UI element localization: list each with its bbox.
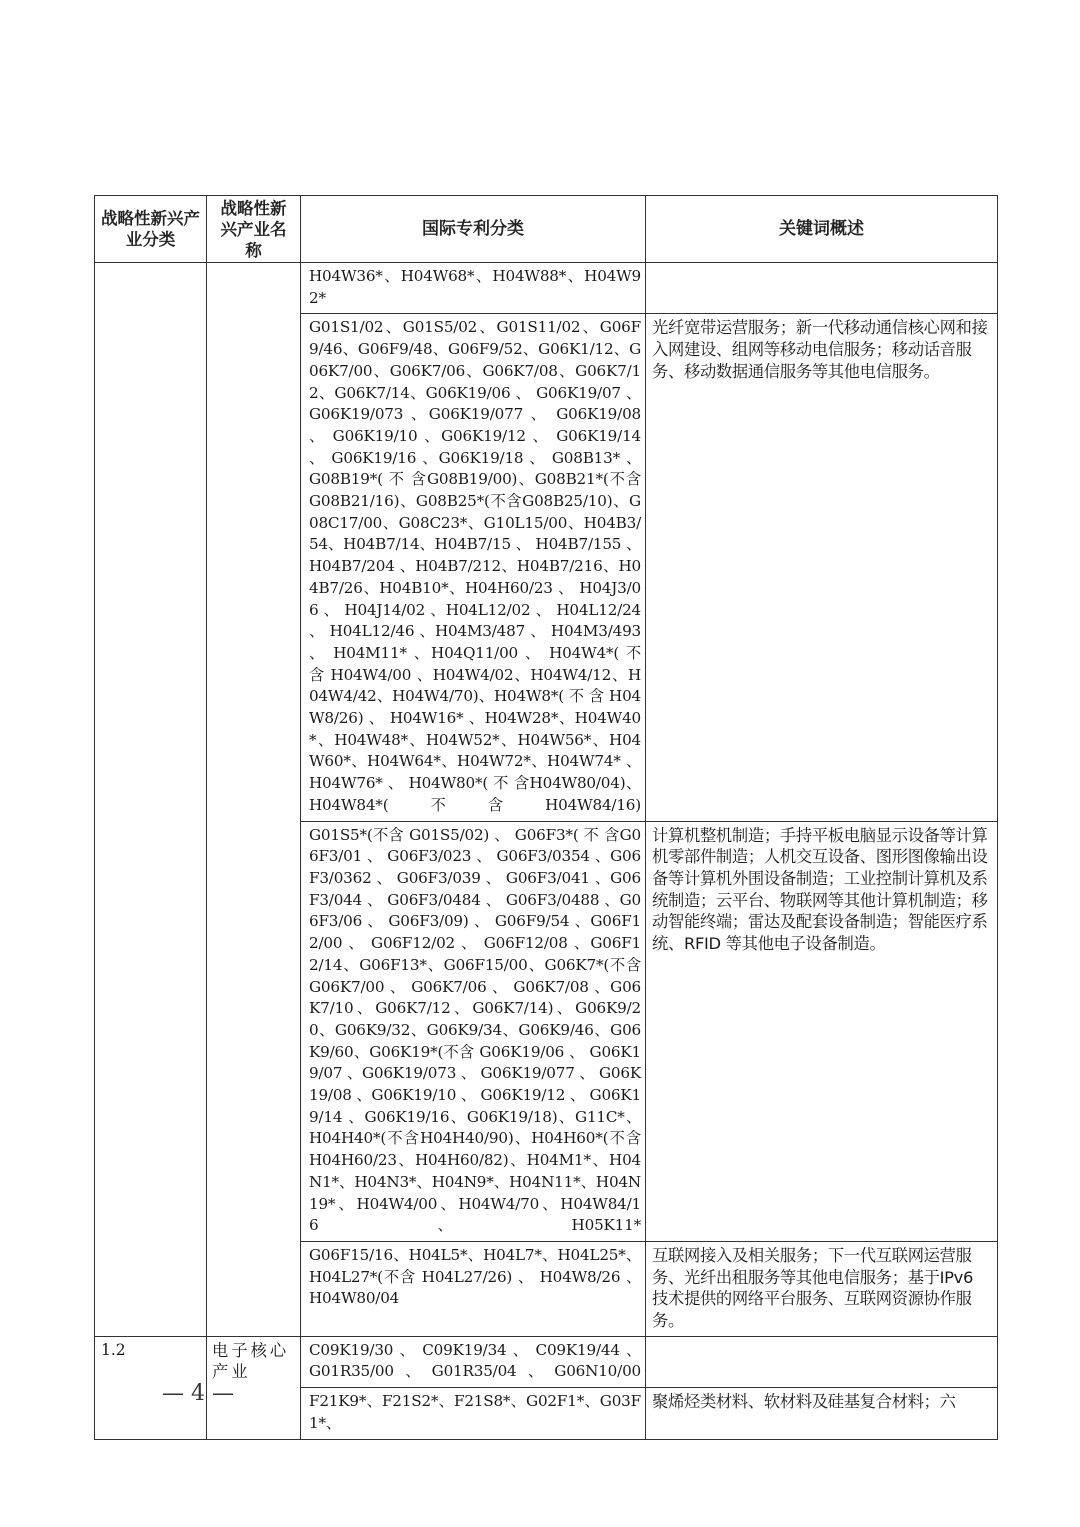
ipc-cell: H04W36*、H04W68*、H04W88*、H04W92* — [301, 263, 646, 314]
table-row — [95, 263, 998, 314]
ipc-cell: G01S1/02、G01S5/02、G01S11/02、G06F9/46、G06F9/48、G06F9/52、G06K1/12、G06K7/00、G06K7/06、G06K7/08、G06K7/12、G06K7/14、G06K19/06 、 G06K19/07 、 G06K19/073 、G06K19/077 、 G06K19/08 、 G06K19/10 、G06K19/12 、 G06K19/14 、 G06K19/16 、G06K19/18 、 G08B13* 、 G08B19*( 不 含G08B19/00)、G08B21*(不含G08B21/16)、G08B25*(不含G08B25/10)、G08C17/00、G08C23*、G10L15/00、H04B3/54、H04B7/14、H04B7/15 、 H04B7/155 、 H04B7/204 、H04B7/212、H04B7/216、H04B7/26、H04B10*、H04H60/23 、 H04J3/06 、 H04J14/02 、H04L12/02 、 H04L12/24 、 H04L12/46 、H04M3/487 、 H04M3/493 、 H04M11* 、H04Q11/00 、 H04W4*( 不 含 H04W4/00 、H04W4/02、H04W4/12、H04W4/42、H04W4/70)、H04W8*( 不 含 H04W8/26) 、 H04W16* 、H04W28*、H04W40*、H04W48*、H04W52*、H04W56*、H04W60*、H04W64*、H04W72*、H04W74* 、 H04W76* 、 H04W80*( 不 含H04W80/04)、H04W84*(不含H04W84/16) — [301, 314, 646, 821]
ipc-cell: C09K19/30 、 C09K19/34 、 C09K19/44 、G01R35/00、G01R35/04、G06N10/00 — [301, 1336, 646, 1387]
industry-name-cell: 电子核心产业 — [207, 1336, 301, 1439]
keywords-cell — [646, 263, 998, 314]
keywords-cell: 互联网接入及相关服务；下一代互联网运营服务、光纤出租服务等其他电信服务；基于IPv6 技术提供的网络平台服务、互联网资源协作服务。 — [646, 1241, 998, 1336]
ipc-cell: G06F15/16、H04L5*、H04L7*、H04L25*、H04L27*(不含 H04L27/26) 、 H04W8/26 、H04W80/04 — [301, 1241, 646, 1336]
page-number: — 4 — — [162, 1381, 234, 1406]
header-ipc: 国际专利分类 — [301, 196, 646, 263]
table-header-row — [95, 196, 998, 263]
patent-classification-table — [94, 195, 998, 1440]
keywords-cell — [646, 1336, 998, 1387]
keywords-cell: 计算机整机制造；手持平板电脑显示设备等计算机零部件制造；人机交互设备、图形图像输出设备等计算机外围设备制造；工业控制计算机及系统制造；云平台、物联网等其他计算机制造；移动智能终端；雷达及配套设备制造；智能医疗系统、RFID 等其他电子设备制造。 — [646, 821, 998, 1241]
table-row — [95, 1336, 998, 1387]
header-keywords: 关键词概述 — [646, 196, 998, 263]
category-cell-empty — [95, 263, 207, 1337]
name-cell-empty — [207, 263, 301, 1337]
keywords-cell: 聚烯烃类材料、软材料及硅基复合材料；六 — [646, 1388, 998, 1439]
keywords-cell: 光纤宽带运营服务；新一代移动通信核心网和接入网建设、组网等移动电信服务；移动话音服务、移动数据通信服务等其他电信服务。 — [646, 314, 998, 821]
header-industry-name: 战略性新兴产业名称 — [207, 196, 301, 263]
ipc-cell: F21K9*、F21S2*、F21S8*、G02F1*、G03F1*、 — [301, 1388, 646, 1439]
header-industry-category: 战略性新兴产业分类 — [95, 196, 207, 263]
category-number-cell: 1.2 — [95, 1336, 207, 1439]
ipc-cell: G01S5*(不含 G01S5/02) 、 G06F3*( 不 含G06F3/01 、 G06F3/023 、 G06F3/0354 、G06F3/0362 、 G06F3/039 、 G06F3/041 、G06F3/044 、 G06F3/0484 、 G06F3/0488 、G06F3/06 、 G06F3/09) 、 G06F9/54 、G06F12/00 、 G06F12/02 、 G06F12/08 、G06F12/14、G06F13*、G06F15/00、G06K7*(不含 G06K7/00 、 G06K7/06 、 G06K7/08 、G06K7/10、G06K7/12、G06K7/14)、G06K9/20、G06K9/32、G06K9/34、G06K9/46、G06K9/60、G06K19*(不含 G06K19/06 、 G06K19/07 、G06K19/073 、 G06K19/077 、 G06K19/08 、G06K19/10 、 G06K19/12 、 G06K19/14 、G06K19/16、G06K19/18)、G11C*、H04H40*(不含H04H40/90)、H04H60*(不含H04H60/23、H04H60/82)、H04M1*、H04N1*、H04N3*、H04N9*、H04N11*、H04N19*、H04W4/00、H04W4/70、H04W84/16、H05K11* — [301, 821, 646, 1241]
